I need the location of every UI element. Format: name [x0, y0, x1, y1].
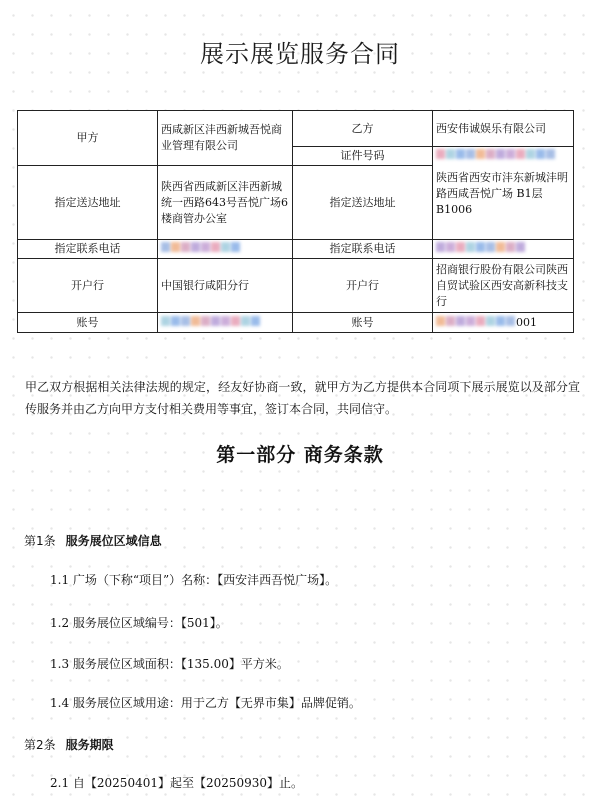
party-b-address: 陕西省西安市沣东新城沣明路西咸吾悦广场 B1层B1006 — [436, 171, 568, 216]
party-b-account-tail: 001 — [516, 315, 537, 329]
party-a-account-label: 账号 — [18, 313, 158, 333]
redacted-cert-number — [436, 148, 556, 164]
party-a-address: 陕西省西咸新区沣西新城统一西路643号吾悦广场6楼商管办公室 — [158, 166, 293, 240]
article-1-title: 服务展位区域信息 — [65, 534, 162, 548]
party-a-phone — [158, 240, 293, 259]
party-a-bank-label: 开户行 — [18, 259, 158, 313]
party-b-phone — [433, 240, 574, 259]
party-a-address-label: 指定送达地址 — [18, 166, 158, 240]
article-1-heading — [24, 532, 162, 549]
intro-paragraph: 甲乙双方根据相关法律法规的规定，经友好协商一致，就甲方为乙方提供本合同项下展示展览以及部分宣传服务并由乙方向甲方支付相关费用等事宜，签订本合同，共同信守。 — [25, 380, 580, 416]
redacted-account-a — [161, 315, 261, 331]
redacted-phone-b — [436, 241, 526, 257]
clause-1-4: 1.4 服务展位区域用途：用于乙方【无界市集】品牌促销。 — [50, 696, 361, 710]
party-a-bank: 中国银行咸阳分行 — [158, 259, 293, 313]
party-a-phone-label: 指定联系电话 — [18, 240, 158, 259]
party-b-address-label: 指定送达地址 — [293, 166, 433, 240]
article-2-heading — [24, 736, 114, 753]
party-a-name: 西咸新区沣西新城吾悦商业管理有限公司 — [158, 111, 293, 166]
party-b-bank: 招商银行股份有限公司陕西自贸试验区西安高新科技支行 — [433, 259, 574, 313]
redacted-phone-a — [161, 241, 241, 257]
article-2-number: 第2条 — [24, 738, 56, 752]
party-b-phone-label: 指定联系电话 — [293, 240, 433, 259]
clause-1-2: 1.2 服务展位区域编号：【501】。 — [50, 616, 228, 630]
clause-1-1: 1.1 广场（下称“项目”）名称：【西安沣西吾悦广场】。 — [50, 573, 338, 587]
article-2-title: 服务期限 — [65, 738, 114, 752]
part-one-heading: 第一部分 商务条款 — [216, 444, 384, 466]
document-title: 展示展览服务合同 — [200, 40, 400, 68]
party-b-label: 乙方 — [293, 111, 433, 147]
article-1-number: 第1条 — [24, 534, 56, 548]
party-b-name: 西安伟诚娱乐有限公司 — [433, 111, 574, 147]
cert-number-label: 证件号码 — [293, 147, 433, 166]
party-a-account — [158, 313, 293, 333]
party-b-bank-label: 开户行 — [293, 259, 433, 313]
party-info-table — [17, 110, 574, 333]
clause-2-1: 2.1 自【20250401】起至【20250930】止。 — [50, 776, 304, 790]
party-b-address-cell — [433, 147, 574, 240]
clause-1-3: 1.3 服务展位区域面积：【135.00】平方米。 — [50, 657, 289, 671]
redacted-account-b — [436, 315, 516, 331]
party-b-account-label: 账号 — [293, 313, 433, 333]
party-b-account — [433, 313, 574, 333]
party-a-label: 甲方 — [18, 111, 158, 166]
